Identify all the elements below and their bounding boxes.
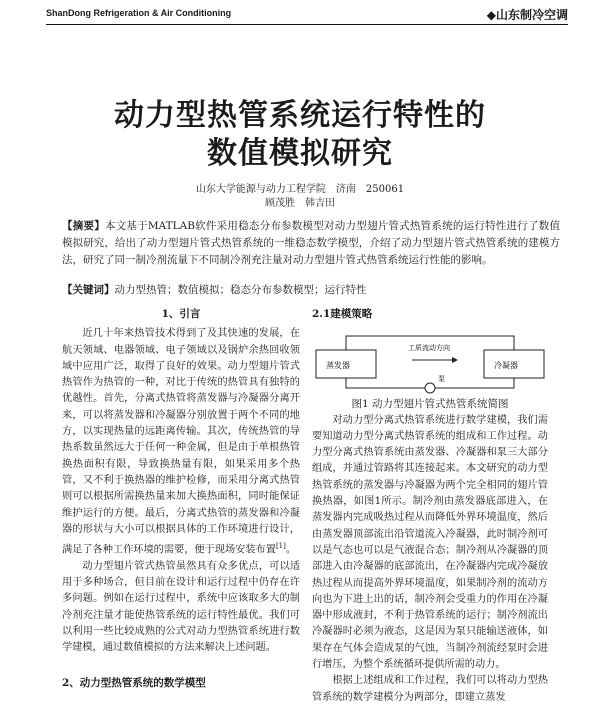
- abstract: [62, 218, 560, 269]
- keywords-label: 【关键词】: [62, 284, 115, 296]
- figure-1-caption: 图1 动力型翅片管式热管系统简图: [351, 398, 509, 411]
- journal-name: ShanDong Refrigeration & Air Conditioning: [46, 8, 232, 18]
- pump-symbol: [425, 383, 435, 393]
- left-column: [62, 306, 300, 695]
- affiliation: 山东大学能源与动力工程学院 济南 250061: [195, 184, 405, 195]
- figure-1: [312, 326, 548, 396]
- system-diagram: [312, 326, 548, 396]
- intro-paragraph-1-end: 。: [285, 544, 297, 556]
- paper-title-line-1: 动力型热管系统运行特性的: [114, 98, 486, 133]
- header-rule: [46, 24, 568, 25]
- keywords: [62, 282, 560, 299]
- keywords-text: 动力型热管；数值模拟；稳态分布参数模型；运行特性: [114, 284, 367, 296]
- journal-brand: ◆山东制冷空调: [486, 8, 568, 22]
- intro-paragraph-2: 动力型翅片管式热管虽然具有众多优点，可以适用于多种场合，但目前在设计和运行过程中仍存在许多问题。例如在运行过程中，系统中应该取多大的制冷剂充注量才能使热管系统的运行特性最优。我们可以利用一些比较成熟的公式对动力型热管系统进行数学建模，通过数值模拟的方法来解决上述问题。: [62, 560, 300, 654]
- modeling-paragraph-2: 根据上述组成和工作过程，我们可以将动力型热管系统的数学建模分为两部分，即建立蒸发: [312, 675, 548, 703]
- subsection-heading-modeling: 2.1建模策略: [312, 308, 373, 320]
- intro-paragraph-1: [62, 326, 300, 559]
- authors: 顾茂胜 韩吉田: [265, 198, 335, 209]
- pump-label: 泵: [438, 375, 445, 384]
- abstract-label: 【摘要】: [62, 220, 105, 232]
- citation-1: [1]: [275, 542, 286, 551]
- right-column: [312, 306, 548, 706]
- section-heading-model: 2、动力型热管系统的数学模型: [62, 676, 206, 689]
- flow-direction-label: 工质流动方向: [408, 344, 450, 353]
- running-header: [46, 6, 568, 22]
- section-heading-introduction: 1、引言: [161, 308, 201, 320]
- flow-arrow-head: [452, 357, 458, 363]
- abstract-text: 本文基于MATLAB软件采用稳态分布参数模型对动力型翅片管式热管系统的运行特性进行了数值模拟研究，给出了动力型翅片管式热管系统的一维稳态数学模型，介绍了动力型翅片管式热管系统的建模方法，研究了同一制冷剂流量下不同制冷剂充注量对动力型翅片管式热管系统运行性能的影响。: [62, 220, 560, 266]
- intro-paragraph-1-text: 近几十年来热管技术得到了及其快速的发展，在航天领域、电器领域、电子领域以及锅炉余热回收领域中应用广泛，取得了良好的效果。动力型翅片管式热管作为热管的一种，对比于传统的热管具有独特的优越性。首先，分离式热管将蒸发器与冷凝器分离开来，可以将蒸发器和冷凝器分别放置于两个不同的地方，以实现热量的远距离传输。其次，传统热管的导热系数虽然远大于任何一种金属，但是由于单根热管换热面积有限，导致换热量有限，如果采用多个热管，又不利于换热器的维护检修，而采用分离式热管则可以根据所需换热量来加大换热面积，同时能保证维护运行的方便。最后，分离式热管的蒸发器和冷凝器的形状与大小可以根据具体的工作环境进行设计，满足了各种工作环境的需要，便于现场安装布置: [62, 328, 300, 556]
- modeling-paragraph-1: 对动力型分离式热管系统进行数学建模，我们需要知道动力型分离式热管系统的组成和工作过程。动力型分离式热管系统由蒸发器、冷凝器和泵三大部分组成，并通过管路将其连接起来。本文研究的动力型热管系统的蒸发器与冷凝器为两个完全相同的翅片管换热器，如图1所示。制冷剂由蒸发器底部进入，在蒸发器内完成吸热过程从而降低外界环境温度，然后由蒸发器顶部流出沿管道流入冷凝器，此时制冷剂可以是气态也可以是气液混合态；制冷剂从冷凝器的顶部进入由冷凝器的底部流出，在冷凝器内完成冷凝放热过程从而提高外界环境温度，如果制冷剂的流动方向也为下进上出的话，制冷剂会受重力的作用在冷凝器中形成液封，不利于热管系统的运行；制冷剂流出冷凝器时必须为液态，这是因为泵只能输送液体，如果存在气体会造成泵的气蚀，当制冷剂流经泵时会进行增压，为整个系统循环提供所需的动力。: [312, 414, 548, 671]
- condenser-label: 冷凝器: [494, 361, 518, 371]
- evaporator-label: 蒸发器: [326, 361, 350, 371]
- paper-title-line-2: 数值模拟研究: [207, 136, 393, 171]
